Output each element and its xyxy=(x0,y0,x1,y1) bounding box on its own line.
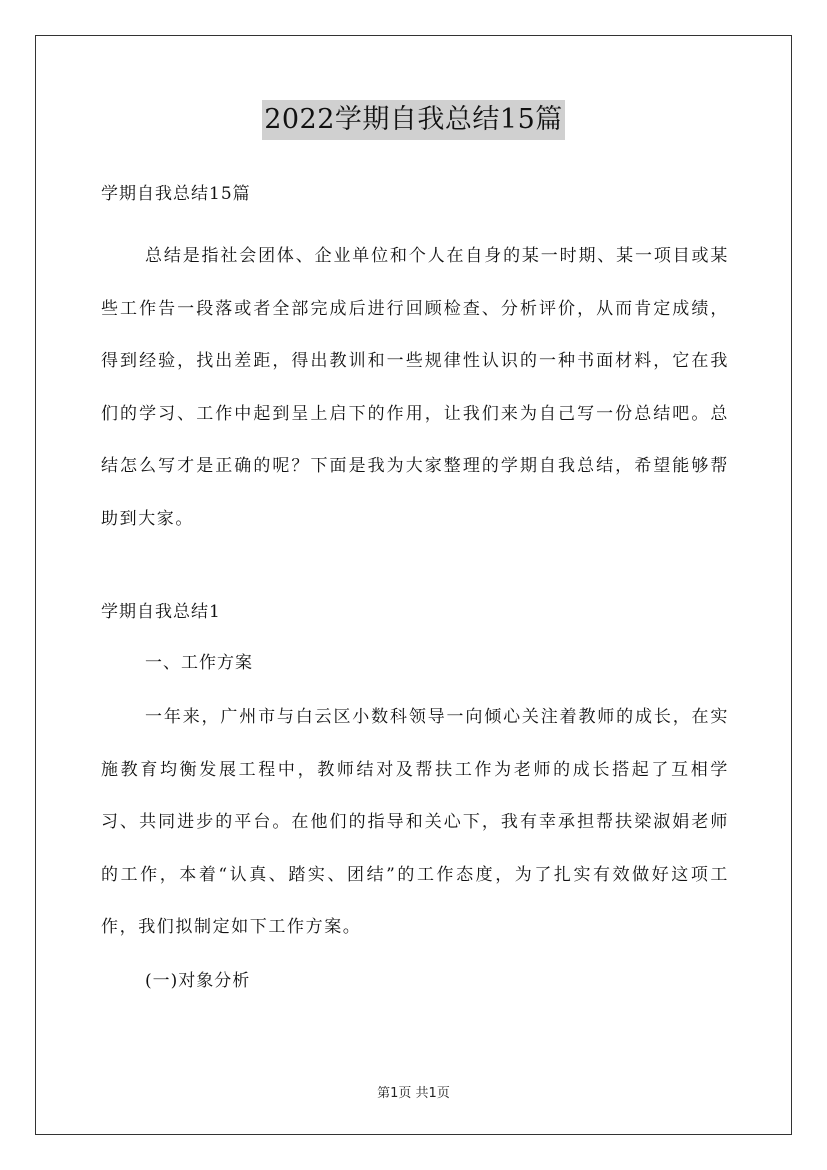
document-title: 2022学期自我总结15篇 xyxy=(262,100,565,140)
subtitle: 学期自我总结15篇 xyxy=(101,184,251,204)
section-paragraph: 一年来，广州市与白云区小数科领导一向倾心关注着教师的成长，在实施教育均衡发展工程中，教师结对及帮扶工作为老师的成长搭起了互相学习、共同进步的平台。在他们的指导和关心下，我有幸承担帮扶梁淑娟老师的工作，本着“认真、踏实、团结”的工作态度，为了扎实有效做好这项工作，我们拟制定如下工作方案。 xyxy=(101,707,729,937)
intro-paragraph: 总结是指社会团体、企业单位和个人在自身的某一时期、某一项目或某些工作告一段落或者全部完成后进行回顾检查、分析评价，从而肯定成绩，得到经验，找出差距，得出教训和一些规律性认识的一种书面材料，它在我们的学习、工作中起到呈上启下的作用，让我们来为自己写一份总结吧。总结怎么写才是正确的呢？下面是我为大家整理的学期自我总结，希望能够帮助到大家。 xyxy=(101,246,729,529)
section-subheading: 一、工作方案 xyxy=(145,653,253,673)
page-footer: 第1页 共1页 xyxy=(377,1086,450,1101)
section-heading: 学期自我总结1 xyxy=(101,602,221,622)
document-body xyxy=(101,170,729,1009)
section-subheading-2: (一)对象分析 xyxy=(145,970,251,991)
title-container xyxy=(0,100,827,140)
